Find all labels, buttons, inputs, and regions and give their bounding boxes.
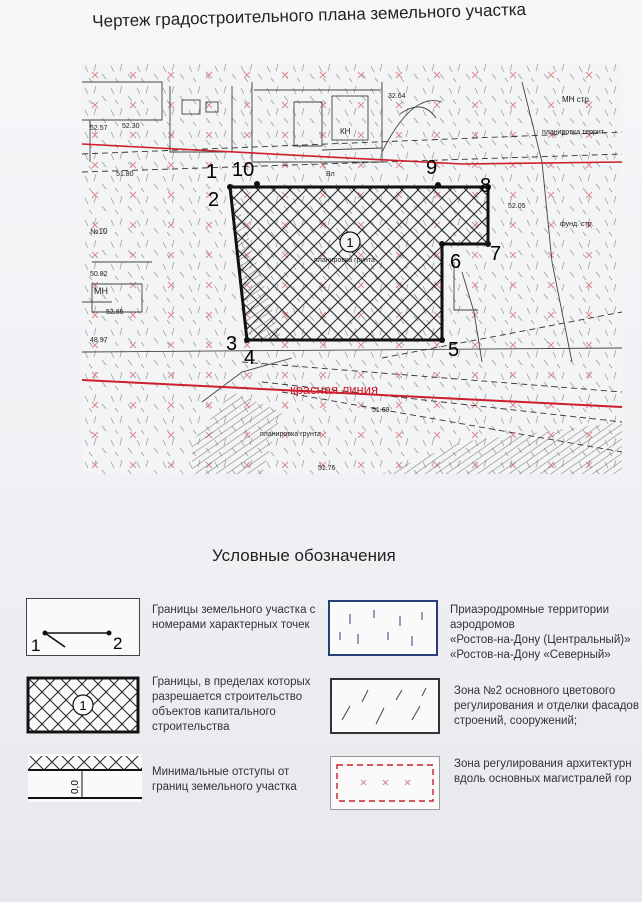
legend-title: Условные обозначения <box>212 546 396 565</box>
label-kn: КН <box>340 127 351 136</box>
legend-line: Границы, в пределах которых <box>152 676 311 688</box>
label-mn: МН <box>94 286 108 296</box>
legend-line: аэродромов <box>450 619 515 631</box>
legend-plot-number: 1 <box>79 698 87 713</box>
color-zone-symbol <box>332 680 438 732</box>
red-line-label: красная линия <box>290 382 379 397</box>
label-vl: Вл <box>326 171 335 178</box>
legend-line: вдоль основных магистралей гор <box>454 773 632 785</box>
page-title: Чертеж градостроительного плана земельного участка <box>92 0 527 31</box>
point-label-6: 6 <box>450 251 462 273</box>
legend-line: «Ростов-на-Дону (Центральный)» <box>450 634 631 646</box>
label-e1: 32.64 <box>388 93 406 100</box>
arch-zone-symbol <box>331 757 439 809</box>
legend-line: Границы земельного участка с <box>152 604 316 616</box>
legend-text-buildable <box>152 675 310 735</box>
point-label-4: 4 <box>244 347 256 369</box>
point-label-7: 7 <box>490 243 502 265</box>
legend-line: разрешается строительство <box>152 691 303 703</box>
legend-symbol-arch-zone <box>330 756 440 810</box>
label-planning-bottom: планировка грунта <box>260 431 321 438</box>
buildable-symbol <box>26 676 140 734</box>
legend-offset-value: 0,0 <box>70 780 81 794</box>
plot-number: 1 <box>346 235 354 250</box>
legend-line: Приаэродромные территории <box>450 604 610 616</box>
legend-symbol-plot-boundary <box>26 598 140 656</box>
legend-line: объектов капитального <box>152 706 276 718</box>
label-e8: 48.97 <box>90 337 108 344</box>
airfield-symbol <box>330 602 436 654</box>
label-planning-top: планировка террит. <box>542 129 606 136</box>
legend-point-2: 2 <box>113 634 123 653</box>
label-e10: 52.05 <box>508 203 526 210</box>
label-fund: фунд. стр. <box>560 221 594 228</box>
setback-symbol <box>28 754 142 802</box>
legend-text-setback <box>152 765 297 795</box>
point-label-2: 2 <box>208 189 220 211</box>
legend-line: «Ростов-на-Дону «Северный» <box>450 649 611 661</box>
label-planning-center: планировка грунта <box>314 257 375 264</box>
site-plan-svg <box>82 62 622 474</box>
site-plan-drawing <box>82 62 622 474</box>
label-e5: 50.82 <box>90 271 108 278</box>
legend-text-color-zone <box>454 684 639 729</box>
label-e7: 51.76 <box>318 465 336 472</box>
legend-line: Минимальные отступы от <box>152 766 290 778</box>
legend-text-airfield <box>450 603 630 663</box>
legend-line: Зона №2 основного цветового <box>454 685 616 697</box>
point-label-9: 9 <box>426 157 438 179</box>
label-e2: 52.30 <box>122 123 140 130</box>
point-label-8: 8 <box>480 175 492 197</box>
plot-boundary-symbol <box>27 599 139 655</box>
legend-text-arch-zone <box>454 757 632 787</box>
point-label-5: 5 <box>448 339 460 361</box>
label-e9: 52.85 <box>106 309 124 316</box>
legend-line: регулирования и отделки фасадов <box>454 700 639 712</box>
point-label-3: 3 <box>226 333 238 355</box>
label-e3: 52.57 <box>90 125 108 132</box>
legend-line: Зона регулирования архитектурн <box>454 758 632 770</box>
legend-symbol-color-zone <box>330 678 440 734</box>
legend-line: номерами характерных точек <box>152 619 310 631</box>
legend-symbol-setback <box>28 754 142 802</box>
legend-line: границ земельного участка <box>152 781 297 793</box>
legend-symbol-airfield <box>328 600 438 656</box>
point-label-10: 10 <box>232 159 255 181</box>
legend-text-plot-boundary <box>152 603 315 633</box>
label-e4: 51.80 <box>116 171 134 178</box>
label-e6: 51.69 <box>372 407 390 414</box>
legend-symbol-buildable <box>26 676 140 734</box>
point-label-1: 1 <box>206 161 218 183</box>
legend-line: строений, сооружений; <box>454 715 578 727</box>
label-mn-str: МН стр. <box>562 95 591 104</box>
label-n10: №10 <box>90 227 108 236</box>
legend-point-1: 1 <box>31 636 41 655</box>
legend-line: строительства <box>152 721 230 733</box>
